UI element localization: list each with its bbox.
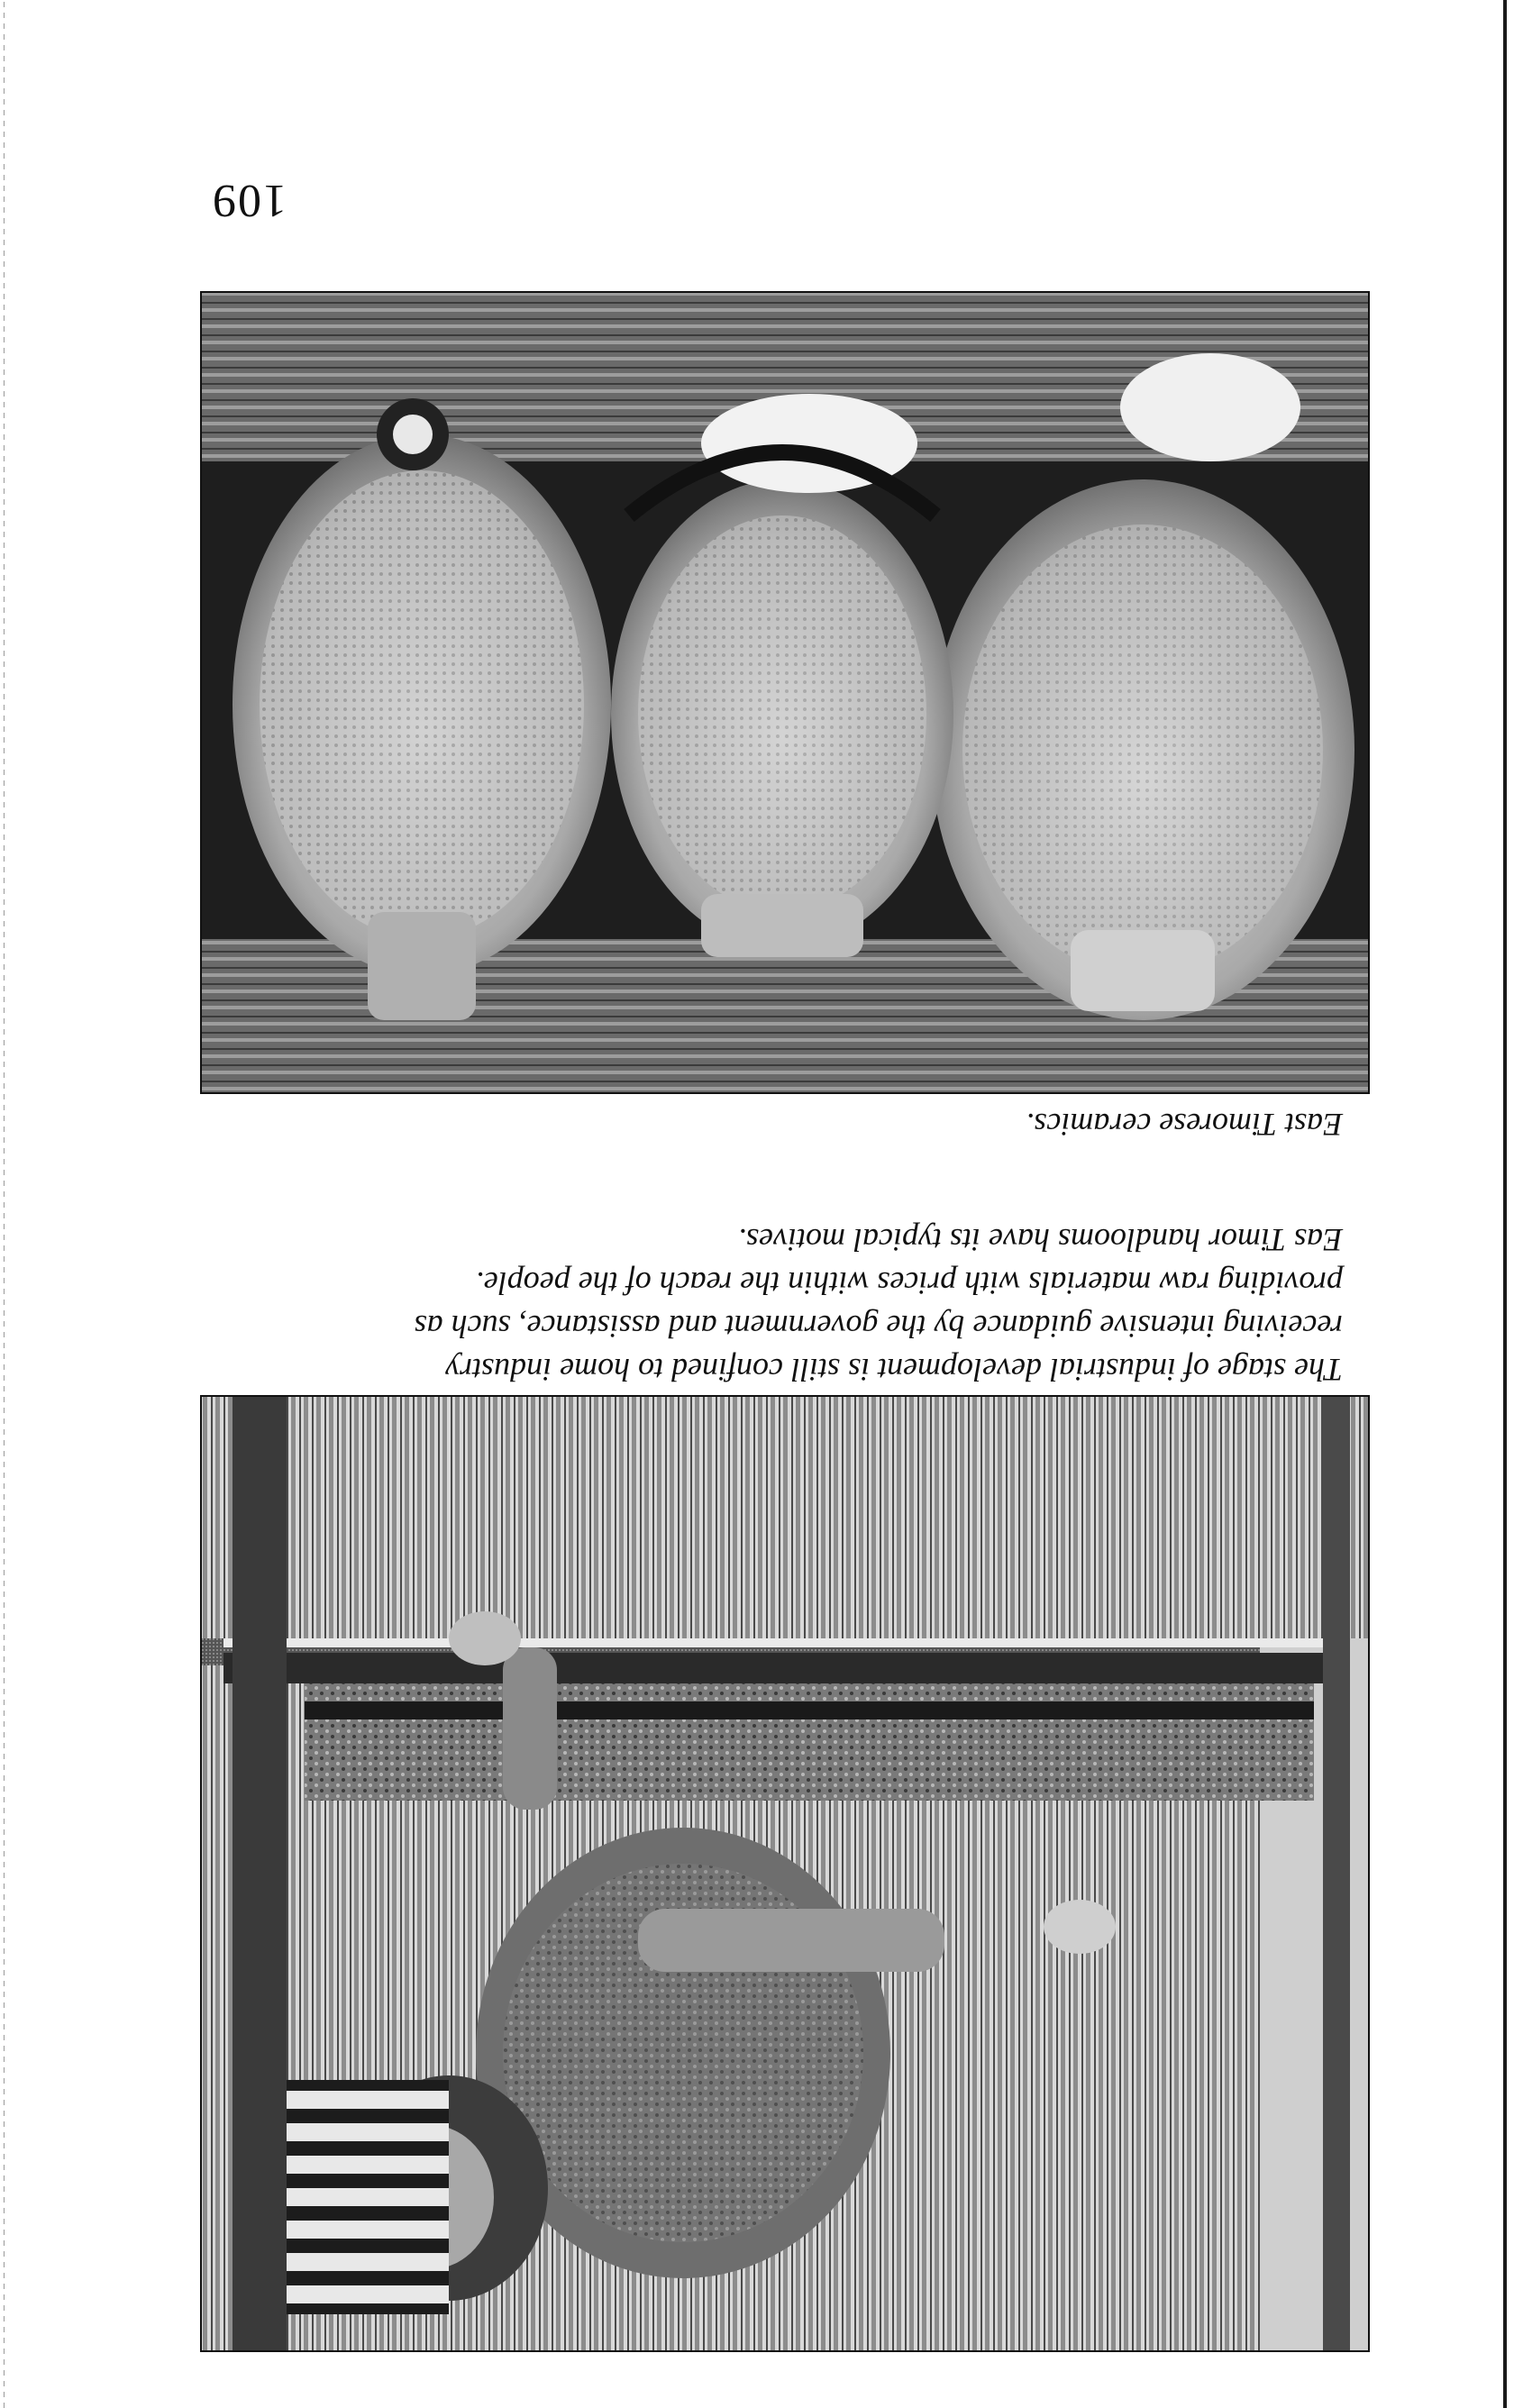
handloom-caption <box>180 1218 1343 1391</box>
ceramics-caption: East Timorese ceramics. <box>1026 1107 1343 1143</box>
scan-binding-edge <box>1503 0 1507 2408</box>
caption-line-3: providing raw materials with prices within the reach of the people. <box>475 1265 1343 1301</box>
caption-line-1: The stage of industrial development is still confined to home industry <box>445 1352 1343 1388</box>
ceramics-photo <box>200 291 1370 1094</box>
caption-line-4: Eas Timor handlooms have its typical motives. <box>738 1222 1343 1258</box>
scan-dotted-edge <box>4 0 5 2408</box>
handloom-weaver-photo <box>200 1395 1370 2352</box>
page-number: 109 <box>211 175 287 226</box>
caption-line-2: receiving intensive guidance by the government and assistance, such as <box>414 1309 1343 1345</box>
